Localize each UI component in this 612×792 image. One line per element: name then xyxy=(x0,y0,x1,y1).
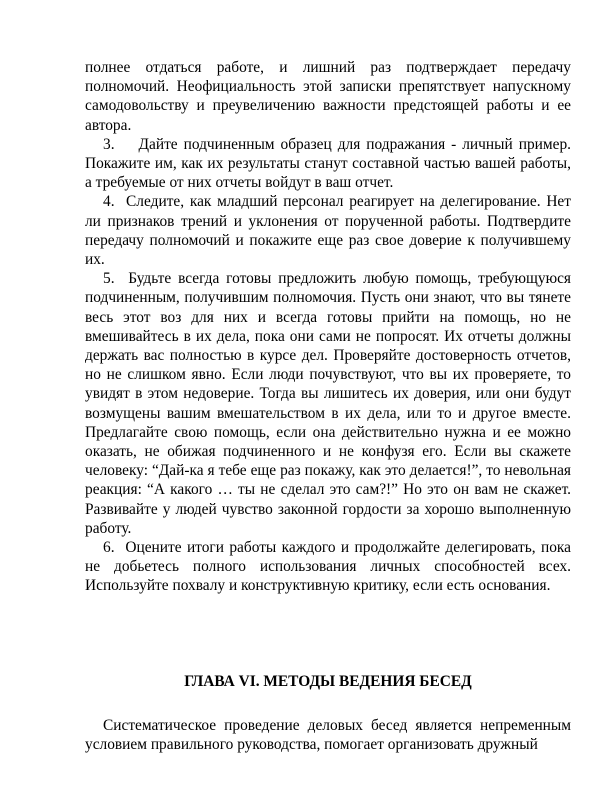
chapter-intro-paragraph: Систематическое проведение деловых бесед является непременным условием правильного руководства, помогает организовать дружный xyxy=(85,716,571,754)
list-item-text: Следите, как младший персонал реагирует на делегирование. Нет ли признаков трений и уклонения от порученной работы. Подтвердите передачу полномочий и покажите еще раз свое доверие к получившему их. xyxy=(85,193,571,269)
paragraph-continuation: полнее отдаться работе, и лишний раз подтверждает передачу полномочий. Неофициальность этой записки препятствует напускному самодовольству и преувеличению важности предстоящей работы и ее автора. xyxy=(85,59,571,134)
list-item-text: Оцените итоги работы каждого и продолжайте делегировать, пока не добьетесь полного использования личных способностей всех. Используйте похвалу и конструктивную критику, если есть основания. xyxy=(85,539,571,595)
list-item-3 xyxy=(85,135,571,193)
list-item-5 xyxy=(85,269,571,538)
list-item-text: Дайте подчиненным образец для подражания - личный пример. Покажите им, как их результаты станут составной частью вашей работы, а требуемые от них отчеты войдут в ваш отчет. xyxy=(85,135,571,192)
list-number: 5. xyxy=(103,270,115,288)
list-number: 4. xyxy=(103,193,115,211)
list-item-text: Будьте всегда готовы предложить любую помощь, требующуюся подчиненным, получившим полномочия. Пусть они знают, что вы тянете весь этот воз для них и всегда готовы прийти на помощь, но не вмешивайтесь в их дела, пока они сами не попросят. Их отчеты должны держать вас полностью в курсе дел. Проверяйте достоверность отчетов, но не слишком явно. Если люди почувствуют, что вы их проверяете, то увидят в этом недоверие. Тогда вы лишитесь их доверия, или они будут возмущены вашим вмешательством в их дела, или то и другое вместе. Предлагайте свою помощь, если она действительно нужна и ее можно оказать, не обижая подчиненного и не конфузя его. Если вы скажете человеку: “Дай-ка я тебе еще раз покажу, как это делается!”, то невольная реакция: “А какого … ты не сделал это сам?!” Но это он вам не скажет. Развивайте у людей чувство законной гордости за хорошо выполненную работу. xyxy=(85,270,571,537)
chapter-title: ГЛАВА VI. МЕТОДЫ ВЕДЕНИЯ БЕСЕД xyxy=(184,672,472,690)
list-item-4 xyxy=(85,192,571,269)
list-item-6 xyxy=(85,538,571,596)
list-number: 3. xyxy=(103,135,115,153)
document-page xyxy=(85,58,571,754)
list-number: 6. xyxy=(103,539,115,557)
